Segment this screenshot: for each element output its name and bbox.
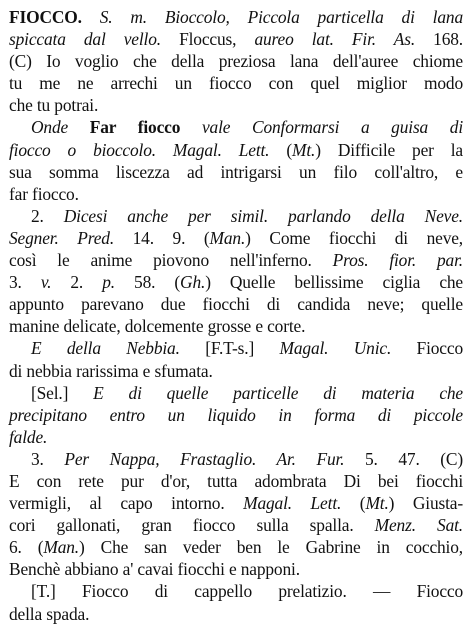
text-run: Far fiocco <box>89 117 181 138</box>
text-run: Onde <box>31 117 69 138</box>
entry-line <box>9 227 463 249</box>
entry-line <box>9 94 463 116</box>
text-run: sua somma liscezza ad intrigarsi un filo coll'altro, e <box>9 161 463 182</box>
entry-line <box>9 6 463 28</box>
entry-line <box>9 72 463 94</box>
entry-line <box>9 514 463 536</box>
text-run: Pros. fior. par. <box>332 250 463 271</box>
text-run: ( <box>341 493 366 514</box>
entry-line <box>9 271 463 293</box>
text-run: così le anime piovono nell'inferno. <box>9 250 333 271</box>
text-run: 6. ( <box>9 537 44 558</box>
entry-line <box>9 50 463 72</box>
text-run: E di quelle particelle di materia che <box>93 382 463 403</box>
text-run: Gh. <box>180 272 206 293</box>
text-run: ) Quelle bellissime ciglia che <box>205 272 464 293</box>
text-run: ) Come fiocchi di neve, <box>245 227 464 248</box>
text-run: falde. <box>9 426 48 447</box>
text-run: della spada. <box>9 603 90 624</box>
text-run: Fiocco <box>391 338 463 359</box>
entry-line <box>9 536 463 558</box>
text-run: appunto parevano due fiocchi di candida neve; quelle <box>9 294 463 315</box>
text-run: che tu potrai. <box>9 95 99 116</box>
text-run: Mt. <box>365 493 389 514</box>
text-run <box>68 117 90 137</box>
text-run: FIOCCO. <box>9 7 82 27</box>
entry-line <box>9 492 463 514</box>
text-run: manine delicate, dolcemente grosse e corte. <box>9 316 306 337</box>
text-run: (C) Io voglio che della preziosa lana dell'auree chiome <box>9 51 463 72</box>
text-run: 3. <box>9 272 41 293</box>
text-run: Dicesi anche per simil. parlando della Neve. <box>63 205 463 226</box>
text-run: [F.T-s.] <box>179 338 280 359</box>
entry-line <box>9 28 463 50</box>
text-run: Magal. Unic. <box>279 338 392 359</box>
entry-line <box>9 337 463 359</box>
text-run: vermigli, al capo intorno. <box>9 493 244 514</box>
entry-line <box>9 360 463 382</box>
text-run: Man. <box>209 227 246 248</box>
text-run: ( <box>269 139 292 160</box>
text-run: S. m. Bioccolo, Piccola particella di lana <box>99 7 463 27</box>
text-run: E con rete pur d'or, tutta adombrata Di bei fiocchi <box>9 470 463 491</box>
text-run: vale Conformarsi a guisa di <box>201 117 464 138</box>
text-run: Floccus, <box>160 29 255 50</box>
text-run: precipitano entro un liquido in forma di piccole <box>9 404 463 425</box>
entry-line <box>9 116 463 138</box>
text-run: 58. ( <box>114 272 181 293</box>
entry-line <box>9 293 463 315</box>
text-run: far fiocco. <box>9 183 79 204</box>
text-run <box>82 7 100 27</box>
entry-line <box>9 426 463 448</box>
text-run: 14. 9. ( <box>114 227 210 248</box>
entry-line <box>9 558 463 580</box>
entry-line <box>9 249 463 271</box>
text-run: di nebbia rarissima e sfumata. <box>9 360 213 381</box>
entry-line <box>9 315 463 337</box>
text-run: Benchè abbiano a' cavai fiocchi e napponi. <box>9 559 300 580</box>
entry-line <box>9 382 463 404</box>
text-run: cori gallonati, gran fiocco sulla spalla. <box>9 515 375 536</box>
text-run: 2. <box>31 205 64 226</box>
entry-line <box>9 183 463 205</box>
entry-line <box>9 603 463 625</box>
text-run: spiccata dal vello. <box>9 29 161 50</box>
entry-line <box>9 205 463 227</box>
text-run: v. <box>40 272 52 293</box>
entry-line <box>9 448 463 470</box>
text-run: 2. <box>51 272 103 293</box>
text-run: Man. <box>43 537 79 558</box>
text-run: [Sel.] <box>31 382 94 403</box>
text-run: ) Che san veder ben le Gabrine in cocchio, <box>79 537 463 558</box>
text-run: fiocco o bioccolo. Magal. Lett. <box>9 139 270 160</box>
text-run: Segner. Pred. <box>9 227 115 248</box>
text-run: ) Difficile per la <box>315 139 464 160</box>
entry-line <box>9 139 463 161</box>
text-run: ) Giusta- <box>388 493 464 514</box>
text-run: 5. 47. (C) <box>344 448 463 469</box>
text-run: aureo lat. Fir. As. <box>254 29 416 50</box>
text-run: 3. <box>31 448 65 469</box>
entry-line <box>9 470 463 492</box>
entry-line <box>9 404 463 426</box>
text-run: E della Nebbia. <box>31 338 180 359</box>
text-run: 168. <box>415 29 463 50</box>
entry-line <box>9 580 463 602</box>
text-run: p. <box>102 272 115 293</box>
text-run: Menz. Sat. <box>374 515 463 536</box>
text-run <box>180 117 202 137</box>
text-run: Mt. <box>292 139 316 160</box>
text-run: [T.] Fiocco di cappello prelatizio. — Fiocco <box>31 581 463 602</box>
entry-line <box>9 161 463 183</box>
text-run: Magal. Lett. <box>243 493 342 514</box>
text-run: Per Nappa, Frastaglio. Ar. Fur. <box>64 448 345 469</box>
text-run: tu me ne arrechi un fiocco con quel miglior modo <box>9 73 463 94</box>
